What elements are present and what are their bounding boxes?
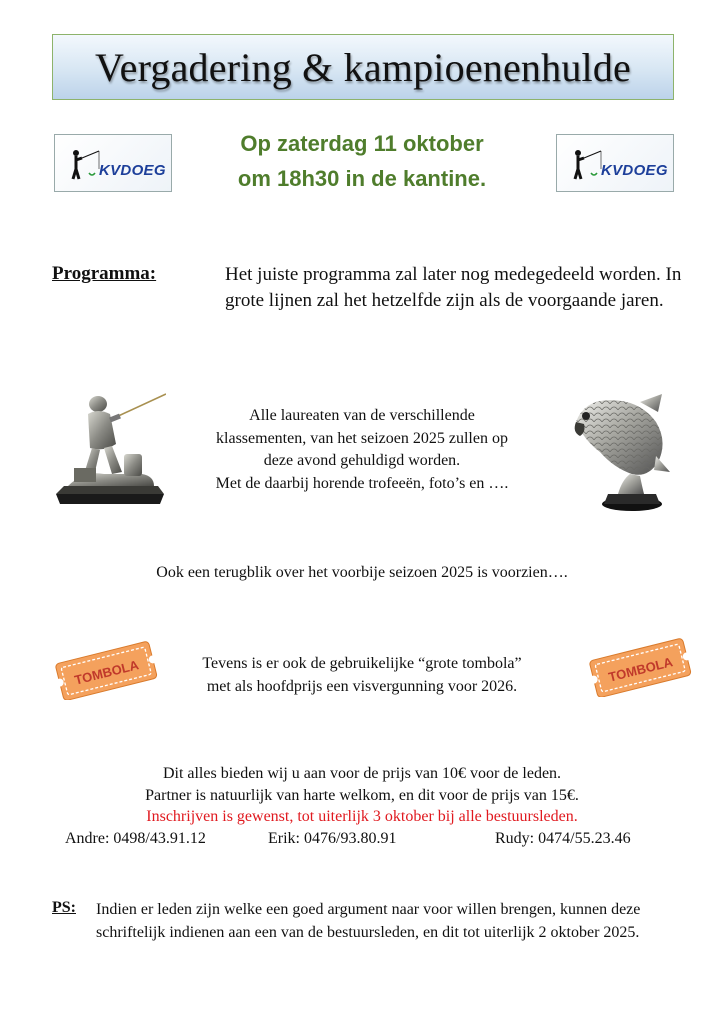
angler-logo-icon bbox=[569, 149, 603, 181]
page-title: Vergadering & kampioenenhulde bbox=[94, 44, 631, 90]
angler-logo-icon bbox=[67, 149, 101, 181]
ticket-label: TOMBOLA bbox=[607, 654, 675, 685]
contact-erik: Erik: 0476/93.80.91 bbox=[268, 830, 397, 847]
club-logo-text: KVDOEG bbox=[601, 162, 668, 179]
club-logo-left bbox=[54, 134, 172, 192]
price-members-line: Dit alles bieden wij u aan voor de prijs van 10€ voor de leden. bbox=[162, 765, 562, 782]
event-time-line: om 18h30 in de kantine. bbox=[237, 166, 487, 191]
contact-andre: Andre: 0498/43.91.12 bbox=[65, 830, 206, 847]
ps-label: PS: bbox=[52, 899, 76, 916]
registration-notice: Inschrijven is gewenst, tot uiterlijk 3 oktober bij alle bestuursleden. bbox=[146, 808, 578, 825]
tombola-line: met als hoofdprijs een visvergunning voor 2026. bbox=[206, 677, 518, 695]
price-info bbox=[0, 763, 724, 828]
tombola-ticket-icon bbox=[50, 640, 162, 700]
fisherman-trophy-icon bbox=[54, 390, 166, 514]
price-partner-line: Partner is natuurlijk van harte welkom, en dit voor de prijs van 15€. bbox=[145, 786, 579, 804]
laureaten-line: Met de daarbij horende trofeeën, foto’s en …. bbox=[215, 474, 509, 492]
event-date-headline bbox=[180, 126, 544, 196]
contact-rudy: Rudy: 0474/55.23.46 bbox=[495, 830, 631, 847]
ticket-label: TOMBOLA bbox=[73, 657, 141, 688]
season-review-text: Ook een terugblik over het voorbije seizoen 2025 is voorzien…. bbox=[156, 564, 568, 581]
laureaten-line: deze avond gehuldigd worden. bbox=[263, 452, 461, 469]
laureaten-line: Alle laureaten van de verschillende bbox=[249, 407, 475, 424]
event-date-line: Op zaterdag 11 oktober bbox=[240, 131, 484, 156]
laureaten-text bbox=[180, 405, 544, 495]
tombola-ticket-icon bbox=[584, 637, 696, 697]
club-logo-right bbox=[556, 134, 674, 192]
tombola-line: Tevens is er ook de gebruikelijke “grote tombola” bbox=[202, 655, 522, 672]
laureaten-line: klassementen, van het seizoen 2025 zullen op bbox=[216, 429, 508, 447]
title-banner bbox=[52, 34, 674, 100]
programma-text: Het juiste programma zal later nog medegedeeld worden. In grote lijnen zal het hetzelfde zijn als de voorgaande jaren. bbox=[225, 264, 682, 311]
programma-label: Programma: bbox=[52, 263, 157, 284]
club-logo-text: KVDOEG bbox=[99, 162, 166, 179]
tombola-text bbox=[150, 653, 574, 698]
ps-text: Indien er leden zijn welke een goed argument naar voor willen brengen, kunnen deze schriftelijk indienen aan een van de bestuursleden, en dit tot uiterlijk 2 oktober 2025. bbox=[96, 901, 641, 941]
fish-trophy-icon bbox=[570, 392, 670, 514]
